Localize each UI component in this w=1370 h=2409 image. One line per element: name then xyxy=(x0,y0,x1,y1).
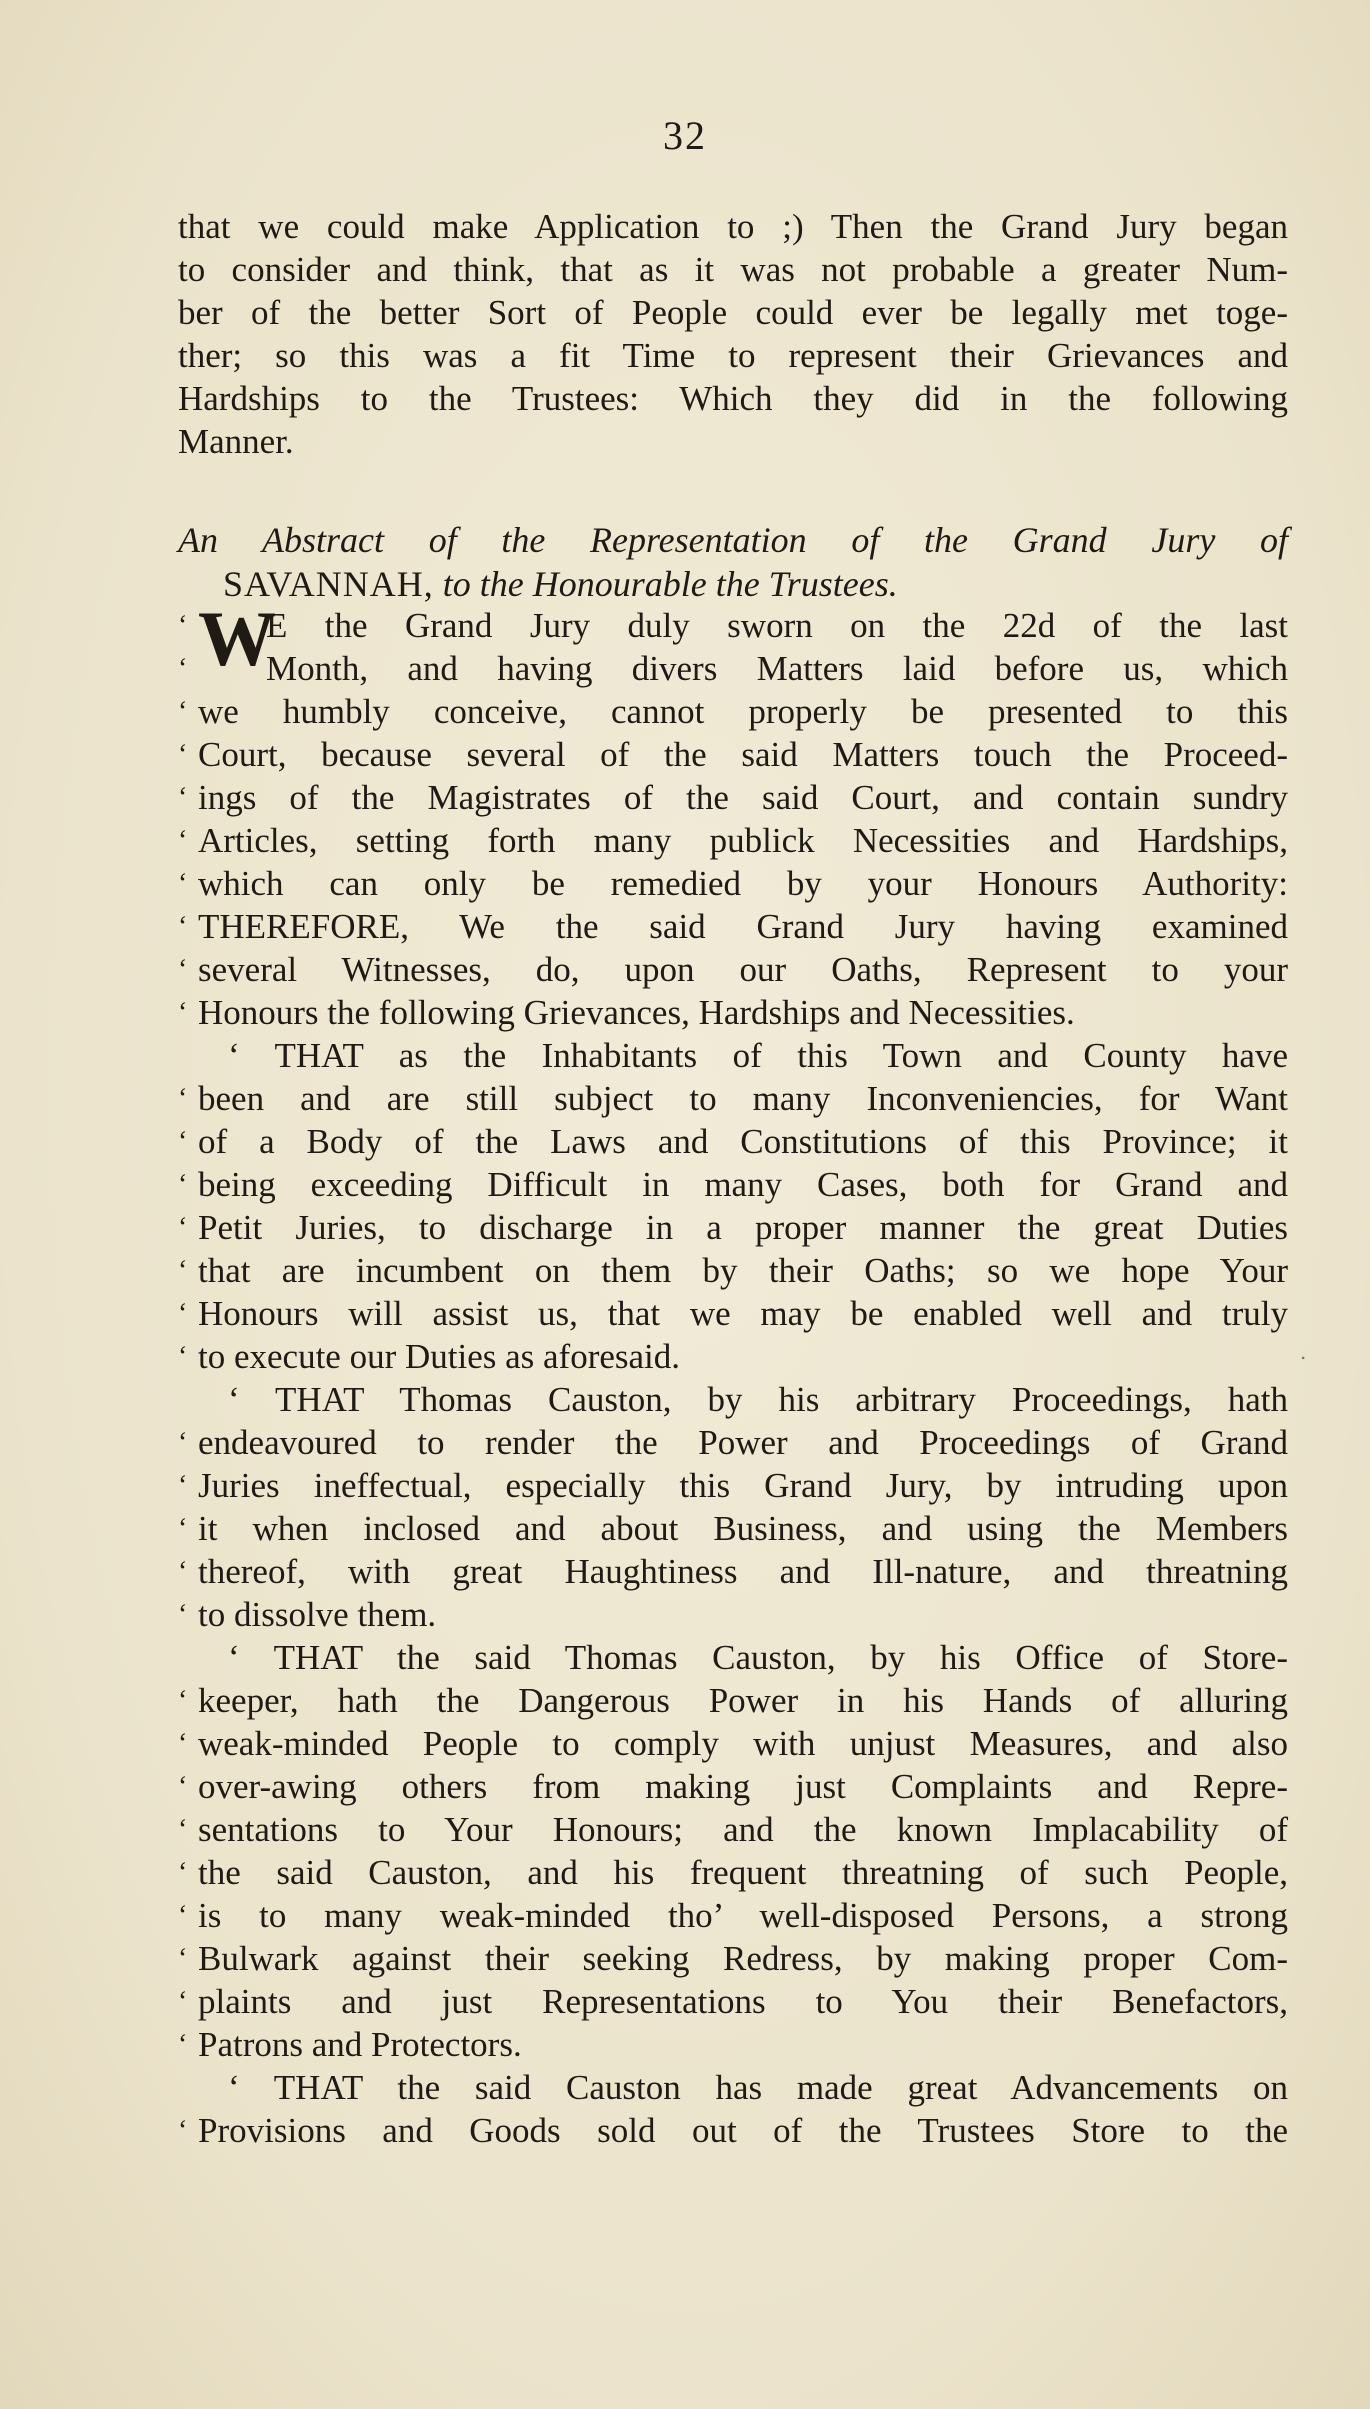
quote-mark: ‘ xyxy=(178,1943,188,1974)
representation-text xyxy=(178,595,1288,2152)
quote-mark: ‘ xyxy=(178,868,188,899)
line-text: Juries ineffectual, especially this Grand Jury, by intruding upon xyxy=(198,1466,1288,1505)
quote-mark: ‘ xyxy=(178,1255,188,1286)
text-line xyxy=(178,1550,1288,1593)
text-line xyxy=(178,1421,1288,1464)
quote-mark: ‘ xyxy=(178,1986,188,2017)
text-line xyxy=(178,991,1288,1034)
quote-mark: ‘ xyxy=(178,739,188,770)
drop-cap-letter: W xyxy=(198,595,276,682)
text-line xyxy=(178,1636,1288,1679)
text-line xyxy=(178,1249,1288,1292)
line-text: over-awing others from making just Complaints and Repre- xyxy=(198,1767,1288,1806)
quote-mark: ‘ xyxy=(178,2029,188,2060)
quote-mark: ‘ xyxy=(178,997,188,1028)
line-text: the said Causton, and his frequent threatning of such People, xyxy=(198,1853,1288,1892)
line-text: keeper, hath the Dangerous Power in his Hands of alluring xyxy=(198,1681,1288,1720)
quote-mark: ‘ xyxy=(178,911,188,942)
text-line xyxy=(178,1593,1288,1636)
line-text: ‘ THAT Thomas Causton, by his arbitrary Proceedings, hath xyxy=(228,1380,1288,1419)
text-line xyxy=(178,1894,1288,1937)
quote-mark: ‘ xyxy=(178,1470,188,1501)
text-line xyxy=(178,1679,1288,1722)
line-text: that are incumbent on them by their Oaths; so we hope Your xyxy=(198,1251,1288,1290)
line-text: of a Body of the Laws and Constitutions of this Province; it xyxy=(198,1122,1288,1161)
quote-mark: ‘ xyxy=(178,825,188,856)
line-text: Month, and having divers Matters laid before us, which xyxy=(266,649,1288,688)
line-text: to execute our Duties as aforesaid. xyxy=(198,1337,681,1376)
line-text: ‘ THAT as the Inhabitants of this Town and County have xyxy=(228,1036,1288,1075)
line-text: ‘ THAT the said Causton has made great Advancements on xyxy=(228,2068,1288,2107)
ink-speck: . xyxy=(1300,1340,1307,1364)
quote-mark: ‘ xyxy=(178,1083,188,1114)
line-text: Bulwark against their seeking Redress, by making proper Com- xyxy=(198,1939,1288,1978)
quote-mark: ‘ xyxy=(178,1599,188,1630)
quote-mark: ‘ xyxy=(178,782,188,813)
heading-line-2-rest: to the Honourable the Trustees. xyxy=(433,564,898,604)
text-line xyxy=(178,1034,1288,1077)
line-text: which can only be remedied by your Honours Authority: xyxy=(198,864,1288,903)
quote-mark: ‘ xyxy=(178,653,188,684)
text-line xyxy=(178,1206,1288,1249)
text-line xyxy=(178,2066,1288,2109)
line-text: THEREFORE, We the said Grand Jury having examined xyxy=(198,907,1288,946)
quote-mark: ‘ xyxy=(178,1298,188,1329)
text-line xyxy=(178,1378,1288,1421)
line-text: is to many weak-minded tho’ well-disposed Persons, a strong xyxy=(198,1896,1288,1935)
heading-place-name: SAVANNAH, xyxy=(223,564,434,604)
line-text: to dissolve them. xyxy=(198,1595,437,1634)
line-text: Petit Juries, to discharge in a proper manner the great Duties xyxy=(198,1208,1288,1247)
quote-mark: ‘ xyxy=(178,1556,188,1587)
quote-mark: ‘ xyxy=(178,1513,188,1544)
line-text: Articles, setting forth many publick Necessities and Hardships, xyxy=(198,821,1288,860)
text-line xyxy=(178,1937,1288,1980)
line-text: ‘ THAT the said Thomas Causton, by his Office of Store- xyxy=(228,1638,1288,1677)
quote-mark: ‘ xyxy=(178,1900,188,1931)
quote-mark: ‘ xyxy=(178,1341,188,1372)
quote-mark: ‘ xyxy=(178,1728,188,1759)
quote-mark: ‘ xyxy=(178,696,188,727)
line-text: Provisions and Goods sold out of the Trustees Store to the xyxy=(198,2111,1288,2150)
text-line xyxy=(178,604,1288,647)
section-heading xyxy=(178,518,1288,606)
line-text: plaints and just Representations to You their Benefactors, xyxy=(198,1982,1288,2021)
line-text: it when inclosed and about Business, and using the Members xyxy=(198,1509,1288,1548)
text-line: ther; so this was a fit Time to represent their Grievances and xyxy=(178,336,1288,375)
text-line xyxy=(178,862,1288,905)
text-line xyxy=(178,1980,1288,2023)
text-line: Hardships to the Trustees: Which they did in the following xyxy=(178,379,1288,418)
text-line xyxy=(178,733,1288,776)
line-text: being exceeding Difficult in many Cases, both for Grand and xyxy=(198,1165,1288,1204)
text-line xyxy=(178,776,1288,819)
text-line xyxy=(178,2023,1288,2066)
text-line xyxy=(178,1808,1288,1851)
quote-mark: ‘ xyxy=(178,1212,188,1243)
text-line xyxy=(178,905,1288,948)
text-line xyxy=(178,690,1288,733)
text-line xyxy=(178,1507,1288,1550)
opening-paragraph xyxy=(178,205,1288,463)
text-line xyxy=(178,948,1288,991)
quote-mark: ‘ xyxy=(178,1857,188,1888)
quote-mark: ‘ xyxy=(178,1771,188,1802)
line-text: Honours the following Grievances, Hardships and Necessities. xyxy=(198,993,1075,1032)
text-line xyxy=(178,1464,1288,1507)
line-text: Patrons and Protectors. xyxy=(198,2025,522,2064)
heading-line-1: An Abstract of the Representation of the Grand Jury of xyxy=(178,520,1288,560)
line-text: E the Grand Jury duly sworn on the 22d of the last xyxy=(266,606,1288,645)
text-line xyxy=(178,1292,1288,1335)
line-text: sentations to Your Honours; and the known Implacability of xyxy=(198,1810,1288,1849)
text-line: Manner. xyxy=(178,422,294,461)
text-line xyxy=(178,2109,1288,2152)
line-text: endeavoured to render the Power and Proceedings of Grand xyxy=(198,1423,1288,1462)
quote-mark: ‘ xyxy=(178,1126,188,1157)
line-text: Honours will assist us, that we may be enabled well and truly xyxy=(198,1294,1288,1333)
quote-mark: ‘ xyxy=(178,954,188,985)
line-text: thereof, with great Haughtiness and Ill-nature, and threatning xyxy=(198,1552,1288,1591)
quote-mark: ‘ xyxy=(178,1814,188,1845)
text-line xyxy=(178,1163,1288,1206)
text-line xyxy=(178,1722,1288,1765)
quote-mark: ‘ xyxy=(178,2115,188,2146)
page-number: 32 xyxy=(663,113,707,158)
quote-mark: ‘ xyxy=(178,610,188,641)
text-line xyxy=(178,819,1288,862)
line-text: been and are still subject to many Inconveniencies, for Want xyxy=(198,1079,1288,1118)
text-line: that we could make Application to ;) Then the Grand Jury began xyxy=(178,207,1288,246)
quote-mark: ‘ xyxy=(178,1427,188,1458)
text-line: to consider and think, that as it was not probable a greater Num- xyxy=(178,250,1288,289)
text-line xyxy=(178,647,1288,690)
text-line xyxy=(178,1851,1288,1894)
line-text: ings of the Magistrates of the said Court, and contain sundry xyxy=(198,778,1288,817)
text-line xyxy=(178,1765,1288,1808)
line-text: Court, because several of the said Matters touch the Proceed- xyxy=(198,735,1288,774)
quote-mark: ‘ xyxy=(178,1169,188,1200)
text-line xyxy=(178,1120,1288,1163)
line-text: several Witnesses, do, upon our Oaths, Represent to your xyxy=(198,950,1288,989)
text-line: ber of the better Sort of People could ever be legally met toge- xyxy=(178,293,1288,332)
line-text: we humbly conceive, cannot properly be presented to this xyxy=(198,692,1288,731)
heading-line-2 xyxy=(178,562,1288,606)
quote-mark: ‘ xyxy=(178,1685,188,1716)
text-line xyxy=(178,1077,1288,1120)
text-line xyxy=(178,1335,1288,1378)
line-text: weak-minded People to comply with unjust Measures, and also xyxy=(198,1724,1288,1763)
